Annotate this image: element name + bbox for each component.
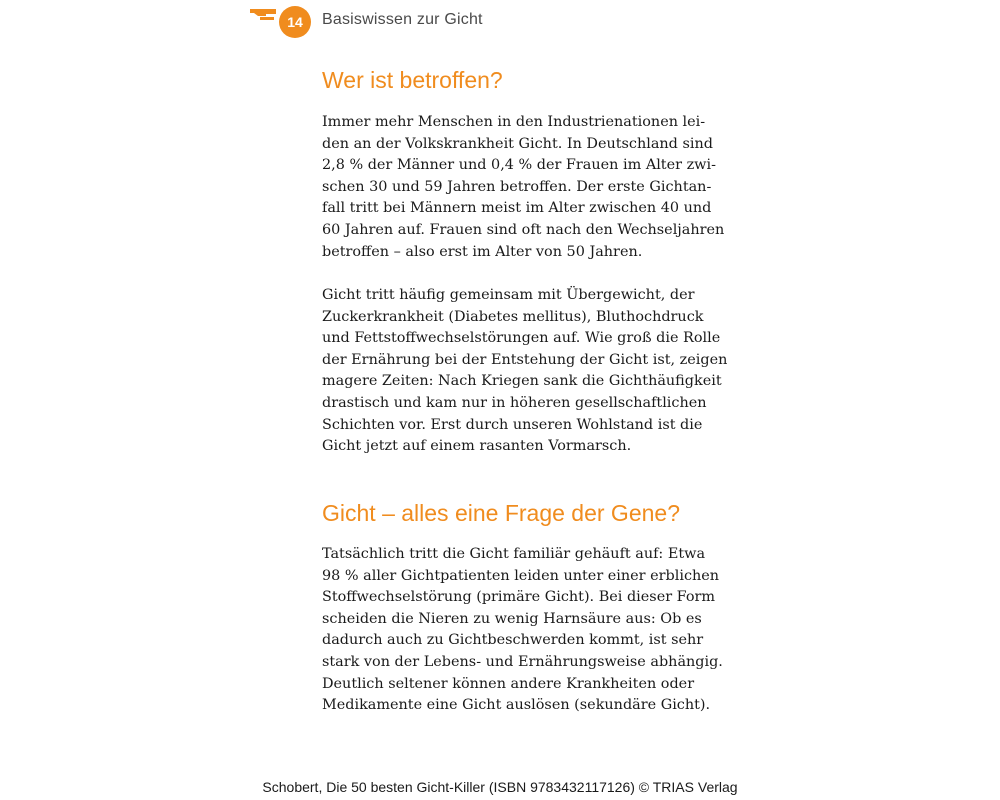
text-line: Gicht jetzt auf einem rasanten Vormarsch. [322,438,632,455]
text-line: den an der Volkskrankheit Gicht. In Deutschland sind [322,135,713,152]
text-line: stark von der Lebens- und Ernährungsweise abhängig. [322,653,723,670]
text-line: betroffen – also erst im Alter von 50 Jahren. [322,243,643,260]
footer-credit: Schobert, Die 50 besten Gicht-Killer (ISBN 9783432117126) © TRIAS Verlag [262,779,738,795]
paragraph-risk-factors [322,285,727,458]
text-line: Tatsächlich tritt die Gicht familiär gehäuft auf: Etwa [322,546,706,562]
text-line: und Fettstoffwechselstörungen auf. Wie groß die Rolle [322,330,721,347]
running-section-title: Basiswissen zur Gicht [322,11,483,28]
text-line: dadurch auch zu Gichtbeschwerden kommt, ist sehr [322,632,704,649]
text-line: Medikamente eine Gicht auslösen (sekundäre Gicht). [322,697,711,714]
text-line: Immer mehr Menschen in den Industrienationen lei- [322,114,706,130]
text-line: drastisch und kam nur in höheren gesellschaftlichen [322,394,707,411]
paragraph-genetics [322,544,723,717]
text-line: Stoffwechselstörung (primäre Gicht). Bei dieser Form [322,589,716,606]
text-line: Schichten vor. Erst durch unseren Wohlstand ist die [322,416,703,433]
text-line: der Ernährung bei der Entstehung der Gicht ist, zeigen [322,351,728,368]
running-header [250,4,650,38]
text-line: schen 30 und 59 Jahren betroffen. Der erste Gichtan- [322,178,712,195]
section-heading-genetics: Gicht – alles eine Frage der Gene? [322,500,680,526]
text-line: magere Zeiten: Nach Kriegen sank die Gichthäufigkeit [322,373,722,390]
text-line: fall tritt bei Männern meist im Alter zwischen 40 und [322,200,712,217]
text-line: Deutlich seltener können andere Krankheiten oder [322,675,695,692]
text-line: 2,8 % der Männer und 0,4 % der Frauen im Alter zwi- [322,157,716,174]
text-line: 60 Jahren auf. Frauen sind oft nach den Wechseljahren [322,221,725,238]
text-line: Gicht tritt häufig gemeinsam mit Übergewicht, der [322,287,695,303]
text-line: 98 % aller Gichtpatienten leiden unter einer erblichen [322,567,720,584]
page-number-badge: 14 [279,6,311,38]
paragraph-prevalence [322,112,724,263]
text-line: Zuckerkrankheit (Diabetes mellitus), Bluthochdruck [322,308,704,325]
section-heading-who-is-affected: Wer ist betroffen? [322,67,503,93]
text-line: scheiden die Nieren zu wenig Harnsäure aus: Ob es [322,610,702,627]
